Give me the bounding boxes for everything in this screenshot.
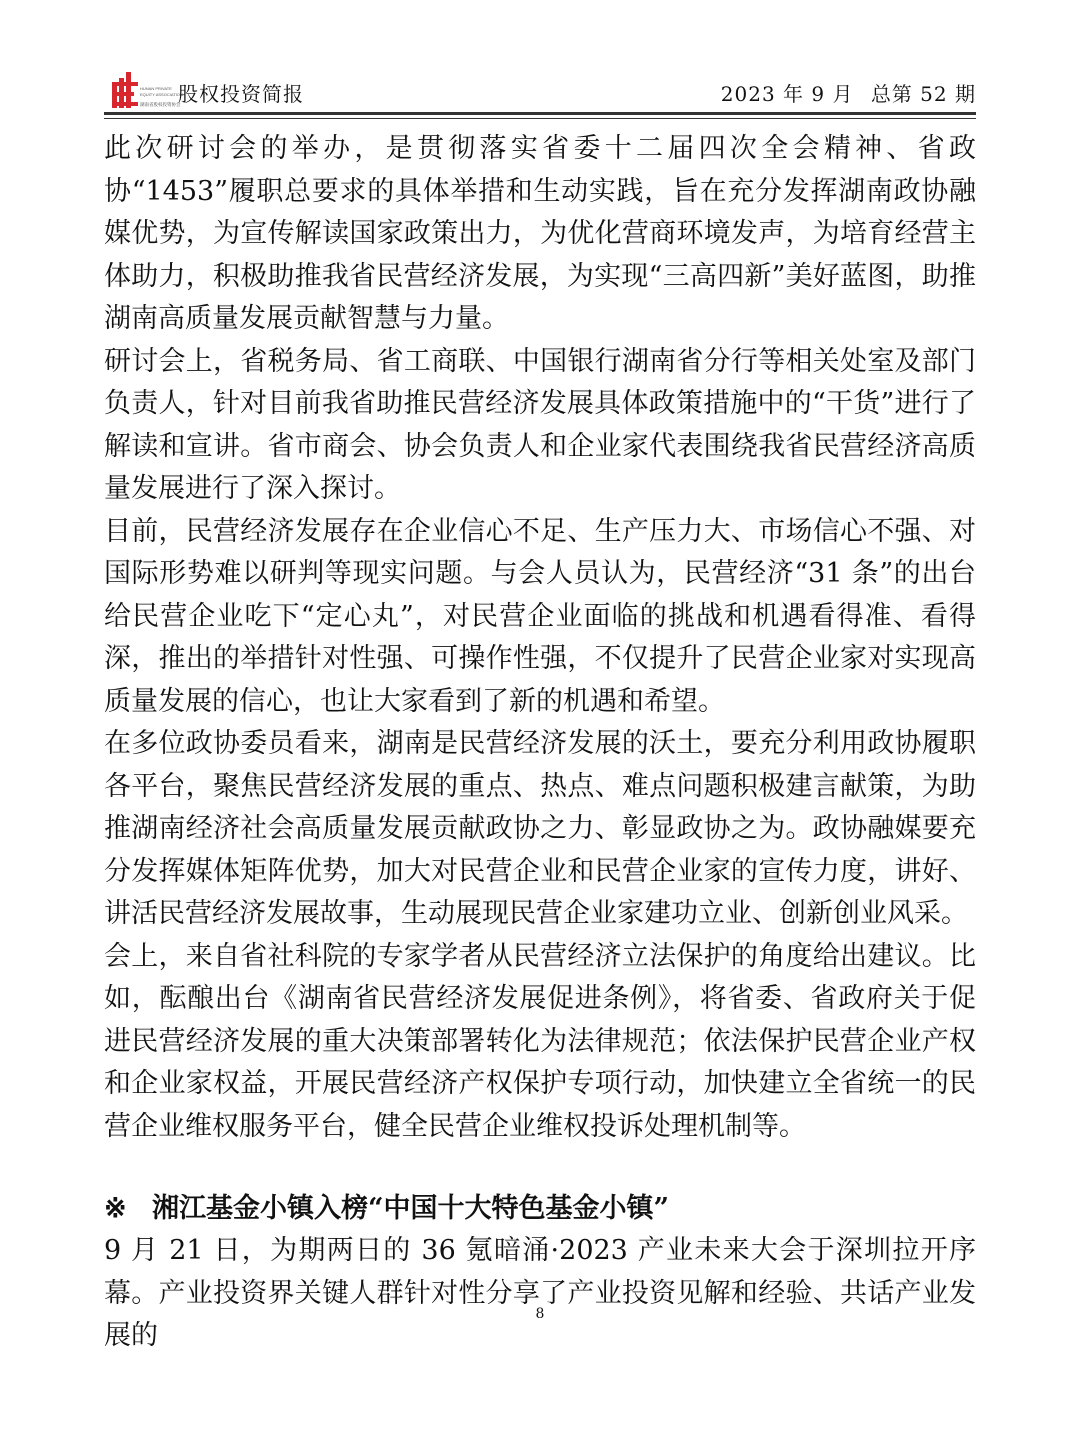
- issue-info: [711, 78, 976, 107]
- paragraph-2: 研讨会上，省税务局、省工商联、中国银行湖南省分行等相关处室及部门负责人，针对目前我省助推民营经济发展具体政策措施中的“干货”进行了解读和宣讲。省市商会、协会负责人和企业家代表围绕我省民营经济高质量发展进行了深入探讨。: [104, 345, 976, 504]
- paragraph-1: 此次研讨会的举办，是贯彻落实省委十二届四次全会精神、省政协“1453”履职总要求的具体举措和生动实践，旨在充分发挥湖南政协融媒优势，为宣传解读国家政策出力，为优化营商环境发声，为培育经营主体助力，积极助推我省民营经济发展，为实现“三高四新”美好蓝图，助推湖南高质量发展贡献智慧与力量。: [104, 133, 976, 334]
- paragraph-5: 会上，来自省社科院的专家学者从民营经济立法保护的角度给出建议。比如，酝酿出台《湖南省民营经济发展促进条例》，将省委、省政府关于促进民营经济发展的重大决策部署转化为法律规范；依法保护民营企业产权和企业家权益，开展民营经济产权保护专项行动，加快建立全省统一的民营企业维权服务平台，健全民营企业维权投诉处理机制等。: [104, 940, 976, 1142]
- header-rule-thick: [104, 112, 976, 115]
- paragraph-4: 在多位政协委员看来，湖南是民营经济发展的沃土，要充分利用政协履职各平台，聚焦民营经济发展的重点、热点、难点问题积极建言献策，为助推湖南经济社会高质量发展贡献政协之力、彰显政协之为。政协融媒要充分发挥媒体矩阵优势，加大对民营企业和民营企业家的宣传力度，讲好、讲活民营经济发展故事，生动展现民营企业家建功立业、创新创业风采。: [104, 728, 976, 929]
- publication-title: 股权投资简报: [178, 82, 304, 106]
- header-rule-thin: [104, 118, 976, 119]
- issue-date: 2023 年 9 月: [720, 82, 854, 106]
- section-heading: [104, 1188, 976, 1230]
- article-body: [104, 128, 976, 1358]
- page-header: [104, 64, 976, 114]
- section-paragraph: 9 月 21 日，为期两日的 36 氪暗涌·2023 产业未来大会于深圳拉开序幕。产业投资界关键人群针对性分享了产业投资见解和经验、共话产业发展的: [104, 1235, 976, 1351]
- issue-number: 总第 52 期: [870, 82, 976, 106]
- logo-text-line3: 湖南省股权投资协会: [140, 103, 181, 108]
- logo-text-line2: EQUITY ASSOCIATION: [140, 92, 183, 97]
- page-number: 8: [535, 1306, 545, 1322]
- section-mark: ※: [104, 1193, 127, 1224]
- section-heading-text: 湘江基金小镇入榜“中国十大特色基金小镇”: [152, 1193, 670, 1224]
- paragraph-3: 目前，民营经济发展存在企业信心不足、生产压力大、市场信心不强、对国际形势难以研判等现实问题。与会人员认为，民营经济“31 条”的出台给民营企业吃下“定心丸”，对民营企业面临的挑战和机遇看得准、看得深，推出的举措针对性强、可操作性强，不仅提升了民营企业家对实现高质量发展的信心，也让大家看到了新的机遇和希望。: [104, 515, 976, 717]
- logo-text-line1: HUNAN PRIVATE: [140, 86, 172, 91]
